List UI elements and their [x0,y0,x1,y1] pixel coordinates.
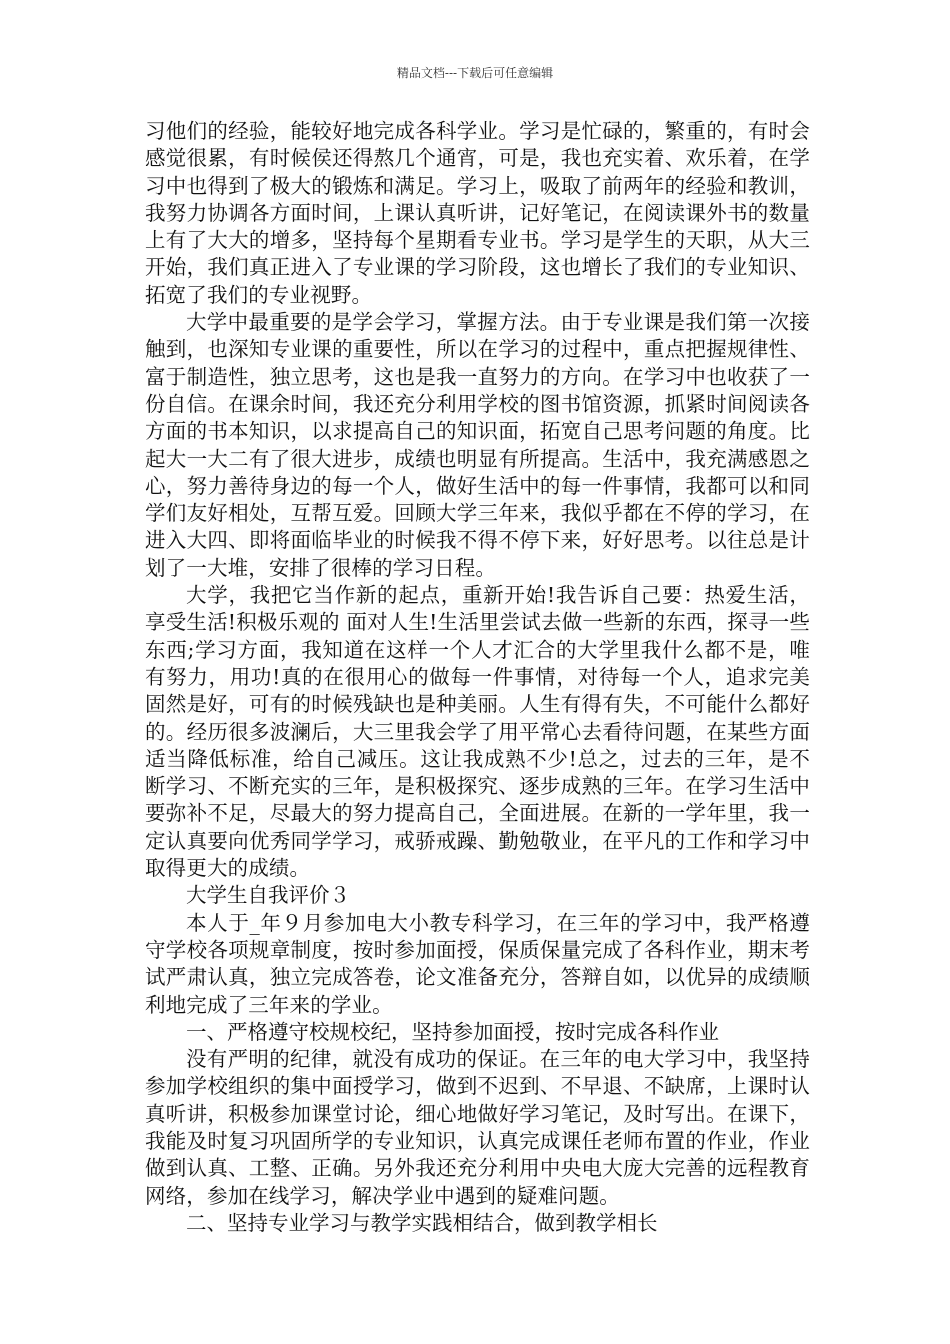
subheading-1: 一、严格遵守校规校纪，坚持参加面授，按时完成各科作业 [186,1019,719,1044]
paragraph-3: 大学，我把它当作新的起点，重新开始!我告诉自己要：热爱生活，享受生活!积极乐观的 面对人生!生活里尝试去做一些新的东西，探寻一些东西;学习方面，我知道在这样一个人才汇合的大学里我什么都不是，唯有努力，用功!真的在很用心的做每一件事情，对待每一个人，追求完美固然是好，可有的时候残缺也是种美丽。人生有得有失，不可能什么都好的。经历很多波澜后，大三里我会学了用平常心去看待问题，在某些方面适当降低标准，给自己减压。这让我成熟不少!总之，过去的三年，是不断学习、不断充实的三年，是积极探究、逐步成熟的三年。在学习生活中要弥补不足，尽最大的努力提高自己，全面进展。在新的一学年里，我一定认真要向优秀同学学习，戒骄戒躁、勤勉敬业，在平凡的工作和学习中取得更大的成绩。 [145,583,810,881]
subheading-2: 二、坚持专业学习与教学实践相结合，做到教学相长 [186,1210,658,1235]
document-body [145,118,810,1237]
paragraph-2: 大学中最重要的是学会学习，掌握方法。由于专业课是我们第一次接触到，也深知专业课的重要性，所以在学习的过程中，重点把握规律性、富于制造性，独立思考，这也是我一直努力的方向。在学习中也收获了一份自信。在课余时间，我还充分利用学校的图书馆资源，抓紧时间阅读各方面的书本知识，以求提高自己的知识面，拓宽自己思考问题的角度。比起大一大二有了很大进步，成绩也明显有所提高。生活中，我充满感恩之心，努力善待身边的每一个人，做好生活中的每一件事情，我都可以和同学们友好相处，互帮互爱。回顾大学三年来，我似乎都在不停的学习，在进入大四、即将面临毕业的时候我不得不停下来，好好思考。以往总是计划了一大堆，安排了很棒的学习日程。 [145,310,810,580]
paragraph-5: 没有严明的纪律，就没有成功的保证。在三年的电大学习中，我坚持参加学校组织的集中面授学习，做到不迟到、不早退、不缺席，上课时认真听讲，积极参加课堂讨论，细心地做好学习笔记，及时写出。在课下，我能及时复习巩固所学的专业知识，认真完成课任老师布置的作业，作业做到认真、工整、正确。另外我还充分利用中央电大庞大完善的远程教育网络，参加在线学习，解决学业中遇到的疑难问题。 [145,1047,810,1208]
paragraph-1: 习他们的经验，能较好地完成各科学业。学习是忙碌的，繁重的，有时会感觉很累，有时候侯还得熬几个通宵，可是，我也充实着、欢乐着，在学习中也得到了极大的锻炼和满足。学习上，吸取了前两年的经验和教训，我努力协调各方面时间，上课认真听讲，记好笔记，在阅读课外书的数量上有了大大的增多，坚持每个星期看专业书。学习是学生的天职，从大三开始，我们真正进入了专业课的学习阶段，这也增长了我们的专业知识、拓宽了我们的专业视野。 [145,119,810,307]
page-header: 精品文档---下载后可任意编辑 [396,66,554,80]
paragraph-4: 本人于_年９月参加电大小教专科学习，在三年的学习中，我严格遵守学校各项规章制度，按时参加面授，保质保量完成了各科作业，期末考试严肃认真，独立完成答卷，论文准备充分，答辩自如，以优异的成绩顺利地完成了三年来的学业。 [145,910,810,1017]
section-title: 大学生自我评价３ [186,883,350,908]
